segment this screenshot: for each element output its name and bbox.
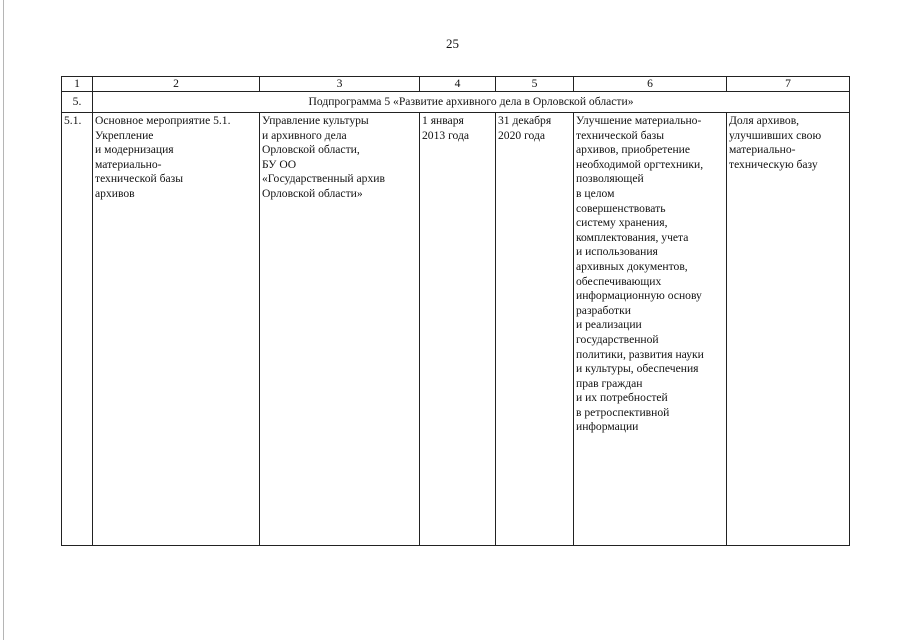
indicator: Доля архивов, улучшивших свою материально- техническую базу: [727, 113, 850, 546]
column-number-6: 6: [574, 77, 727, 92]
subprogram-title: Подпрограмма 5 «Развитие архивного дела в Орловской области»: [93, 92, 850, 113]
column-number-1: 1: [62, 77, 93, 92]
start-date: 1 января 2013 года: [420, 113, 496, 546]
measure-number: 5.1.: [62, 113, 93, 546]
column-number-4: 4: [420, 77, 496, 92]
subprogram-row: [62, 92, 850, 113]
column-number-2: 2: [93, 77, 260, 92]
page-number: 25: [446, 36, 459, 51]
expected-result: Улучшение материально- технической базы архивов, приобретение необходимой оргтехники, позволяющей в целом совершенствовать систему хранения, комплектования, учета и использования архивных документов, обеспечивающих информационную основу разработки и реализации государственной политики, развития науки и культуры, обеспечения прав граждан и их потребностей в ретроспективной информации: [574, 113, 727, 546]
table-row: [62, 113, 850, 546]
end-date: 31 декабря 2020 года: [496, 113, 574, 546]
program-table: [61, 76, 850, 546]
column-number-row: [62, 77, 850, 92]
column-number-3: 3: [260, 77, 420, 92]
column-number-5: 5: [496, 77, 574, 92]
subprogram-number: 5.: [62, 92, 93, 113]
measure-name: Основное мероприятие 5.1. Укрепление и модернизация материально- технической базы архивов: [93, 113, 260, 546]
executor: Управление культуры и архивного дела Орловской области, БУ ОО «Государственный архив Орловской области»: [260, 113, 420, 546]
column-number-7: 7: [727, 77, 850, 92]
page-left-edge: [3, 0, 4, 640]
